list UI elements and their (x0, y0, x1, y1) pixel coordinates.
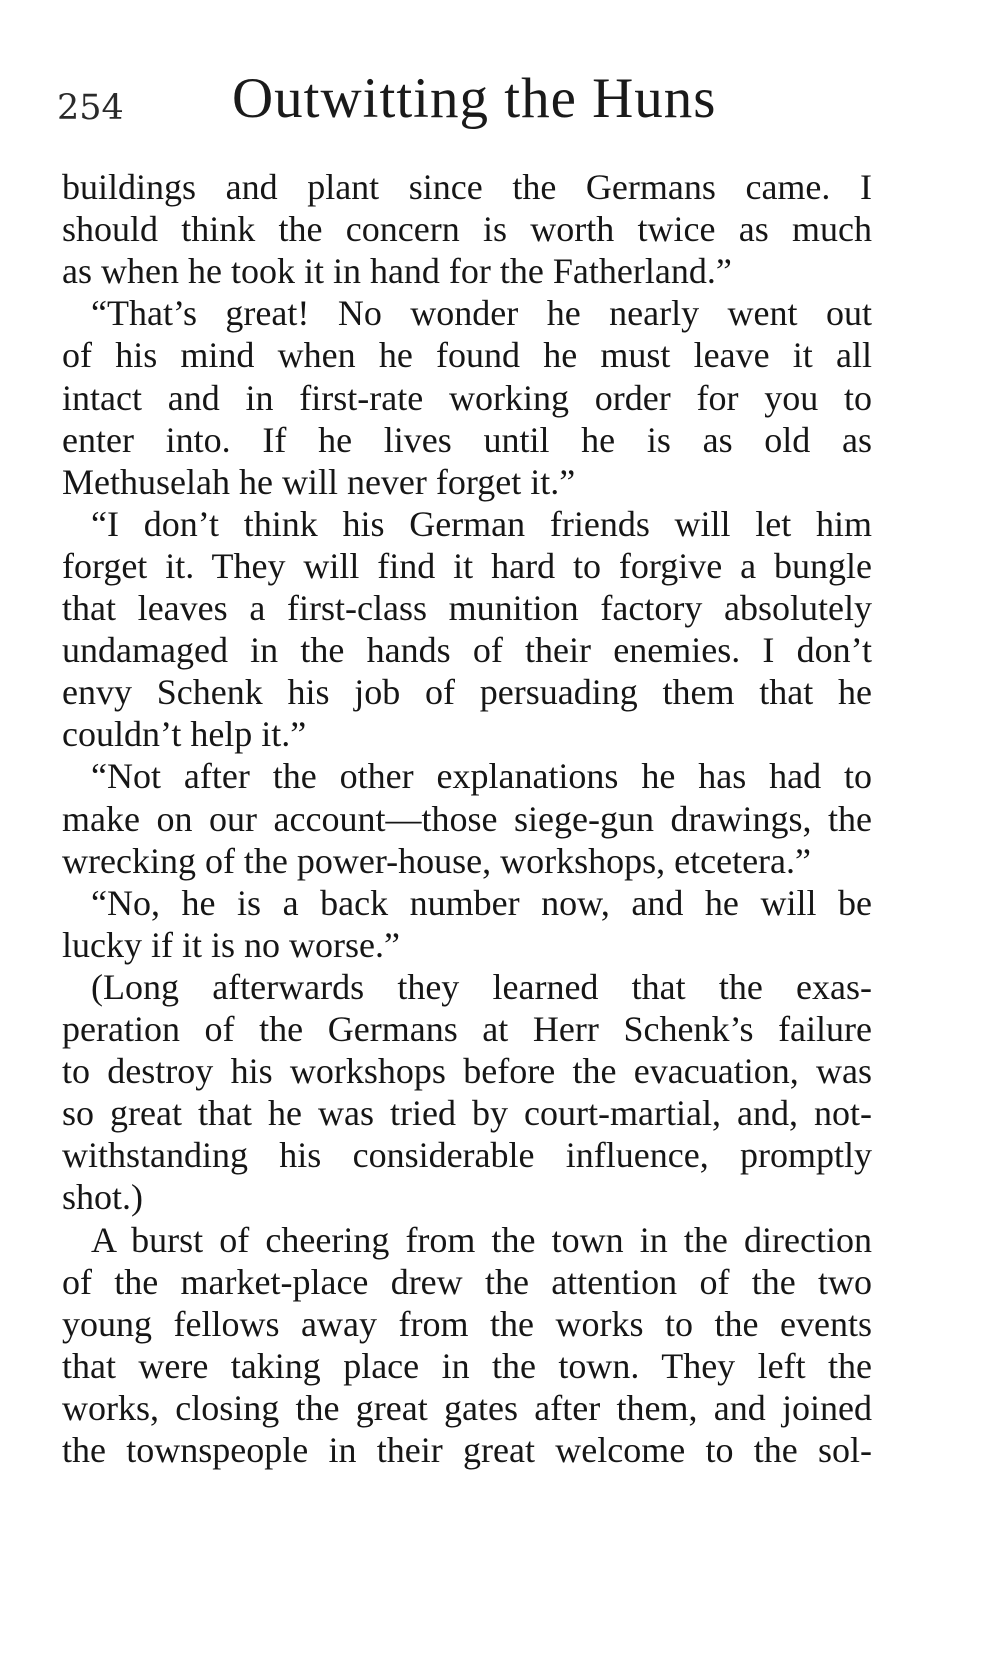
text-line: of his mind when he found he must leave it all (62, 335, 872, 376)
text-line: make on our account—those siege-gun drawings, the (62, 798, 872, 839)
text-line: (Long afterwards they learned that the exas- (91, 966, 872, 1007)
text-line: of the market-place drew the attention of the two (62, 1261, 872, 1302)
text-line: Methuselah he will never forget it.” (62, 461, 576, 502)
text-line: peration of the Germans at Herr Schenk’s failure (62, 1009, 872, 1049)
text-line: “Not after the other explanations he has had to (91, 756, 872, 797)
text-line: “I don’t think his German friends will let him (91, 503, 872, 544)
text-line: envy Schenk his job of persuading them that he (62, 672, 872, 713)
running-title: Outwitting the Huns (232, 67, 717, 130)
text-line: works, closing the great gates after them, and joined (62, 1387, 872, 1428)
text-line: couldn’t help it.” (62, 714, 307, 755)
text-line: enter into. If he lives until he is as old as (62, 419, 872, 460)
text-line: to destroy his workshops before the evacuation, was (62, 1051, 872, 1092)
text-line: A burst of cheering from the town in the direction (91, 1219, 872, 1260)
text-line: intact and in first-rate working order for you to (62, 377, 872, 418)
text-line: “No, he is a back number now, and he will be (91, 882, 872, 923)
page-number: 254 (57, 88, 124, 128)
text-line: that leaves a first-class munition factory absolutely (62, 588, 872, 628)
text-line: withstanding his considerable influence, promptly (62, 1135, 872, 1176)
text-line: the townspeople in their great welcome to the sol- (62, 1430, 872, 1470)
text-line: should think the concern is worth twice as much (62, 209, 872, 250)
text-line: shot.) (62, 1177, 143, 1218)
text-line: that were taking place in the town. They left the (62, 1345, 872, 1386)
text-line: so great that he was tried by court-martial, and, not- (62, 1093, 872, 1134)
text-line: forget it. They will find it hard to forgive a bungle (62, 545, 872, 586)
text-line: lucky if it is no worse.” (62, 924, 400, 965)
text-line: wrecking of the power-house, workshops, etcetera.” (62, 840, 812, 881)
text-line: buildings and plant since the Germans came. I (62, 167, 872, 207)
text-line: as when he took it in hand for the Fatherland.” (62, 251, 732, 292)
text-line: undamaged in the hands of their enemies. I don’t (62, 630, 872, 671)
text-line: young fellows away from the works to the events (62, 1303, 872, 1344)
text-line: “That’s great! No wonder he nearly went out (91, 293, 872, 334)
